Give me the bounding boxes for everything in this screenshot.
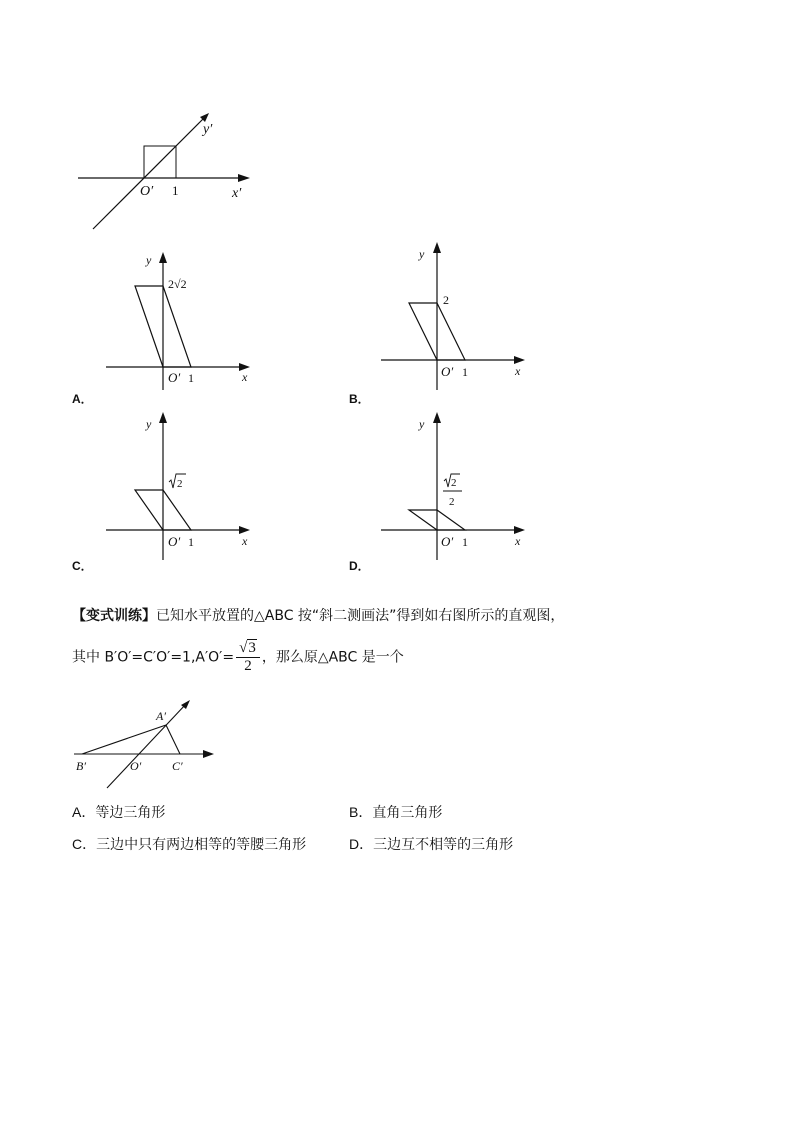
svg-text:y: y [419, 247, 425, 261]
origin-label: O′ [140, 184, 154, 199]
x-axis-arrow-icon [239, 526, 250, 534]
tick-1-label: 1 [172, 183, 179, 198]
x-axis-arrow-icon [203, 750, 214, 758]
option-c-letter: C． [72, 559, 93, 573]
y-axis-arrow-icon [433, 412, 441, 423]
x-axis-arrow-icon [238, 174, 250, 182]
svg-text:1: 1 [188, 371, 194, 385]
y-prime-label: y′ [203, 122, 213, 137]
x-axis-arrow-icon [514, 526, 525, 534]
svg-text:O′: O′ [168, 370, 181, 385]
height-label-sqrt2 [169, 474, 186, 490]
svg-text:1: 1 [462, 365, 468, 379]
option-d-figure [375, 410, 535, 560]
y-axis-arrow-icon [159, 412, 167, 423]
height-label: 2√2 [168, 277, 187, 291]
option-b-figure [375, 240, 535, 390]
choice-d[interactable]: D．三边互不相等的三角形 [349, 836, 514, 853]
svg-text:x: x [515, 534, 521, 548]
variant-figure [70, 698, 220, 790]
variant-line-1 [72, 605, 564, 625]
svg-text:y: y [419, 417, 425, 431]
y-prime-axis [93, 117, 205, 229]
svg-text:2: 2 [451, 477, 457, 489]
variant-heading: 【变式训练】 [72, 608, 156, 624]
variant-line-2 [72, 640, 404, 675]
point-o-label: O′ [130, 759, 142, 773]
segment-a-c [166, 725, 180, 754]
x-axis-arrow-icon [514, 356, 525, 364]
segment-b-a [82, 725, 166, 754]
svg-text:O′: O′ [441, 364, 454, 379]
svg-text:O′: O′ [168, 534, 181, 549]
y-axis-arrow-icon [159, 252, 167, 263]
point-b-label: B′ [76, 759, 86, 773]
option-a-letter: A． [72, 392, 93, 406]
svg-text:y: y [146, 253, 152, 267]
point-a-label: A′ [156, 709, 166, 723]
choice-b[interactable]: B．直角三角形 [349, 804, 443, 821]
svg-text:x: x [242, 370, 248, 384]
svg-text:x: x [242, 534, 248, 548]
svg-text:1: 1 [188, 535, 194, 549]
svg-text:x: x [515, 364, 521, 378]
option-c-figure [100, 410, 260, 560]
choice-a[interactable]: A．等边三角形 [72, 804, 166, 821]
svg-text:2: 2 [449, 496, 455, 508]
question-tail: ，那么原△ABC 是一个 [261, 649, 404, 666]
y-axis-arrow-icon [433, 242, 441, 253]
height-label-frac [443, 474, 462, 508]
given-lengths: 其中 B′O′=C′O′=1,A′O′= [72, 649, 235, 666]
x-prime-label: x′ [232, 186, 242, 201]
sqrt3-over-2: $\frac{√3}{2}$ [236, 640, 260, 675]
option-b-letter: B． [349, 392, 370, 406]
top-figure [70, 105, 270, 235]
svg-text:O′: O′ [441, 534, 454, 549]
point-c-label: C′ [172, 759, 183, 773]
option-a-figure [100, 250, 260, 390]
variant-question-text: 已知水平放置的△ABC 按“斜二测画法”得到如右图所示的直观图， [156, 608, 565, 624]
height-label: 2 [443, 293, 449, 307]
choice-c[interactable]: C．三边中只有两边相等的等腰三角形 [72, 836, 307, 853]
svg-text:1: 1 [462, 535, 468, 549]
option-d-letter: D． [349, 559, 370, 573]
svg-text:y: y [146, 417, 152, 431]
svg-text:2: 2 [177, 478, 183, 490]
